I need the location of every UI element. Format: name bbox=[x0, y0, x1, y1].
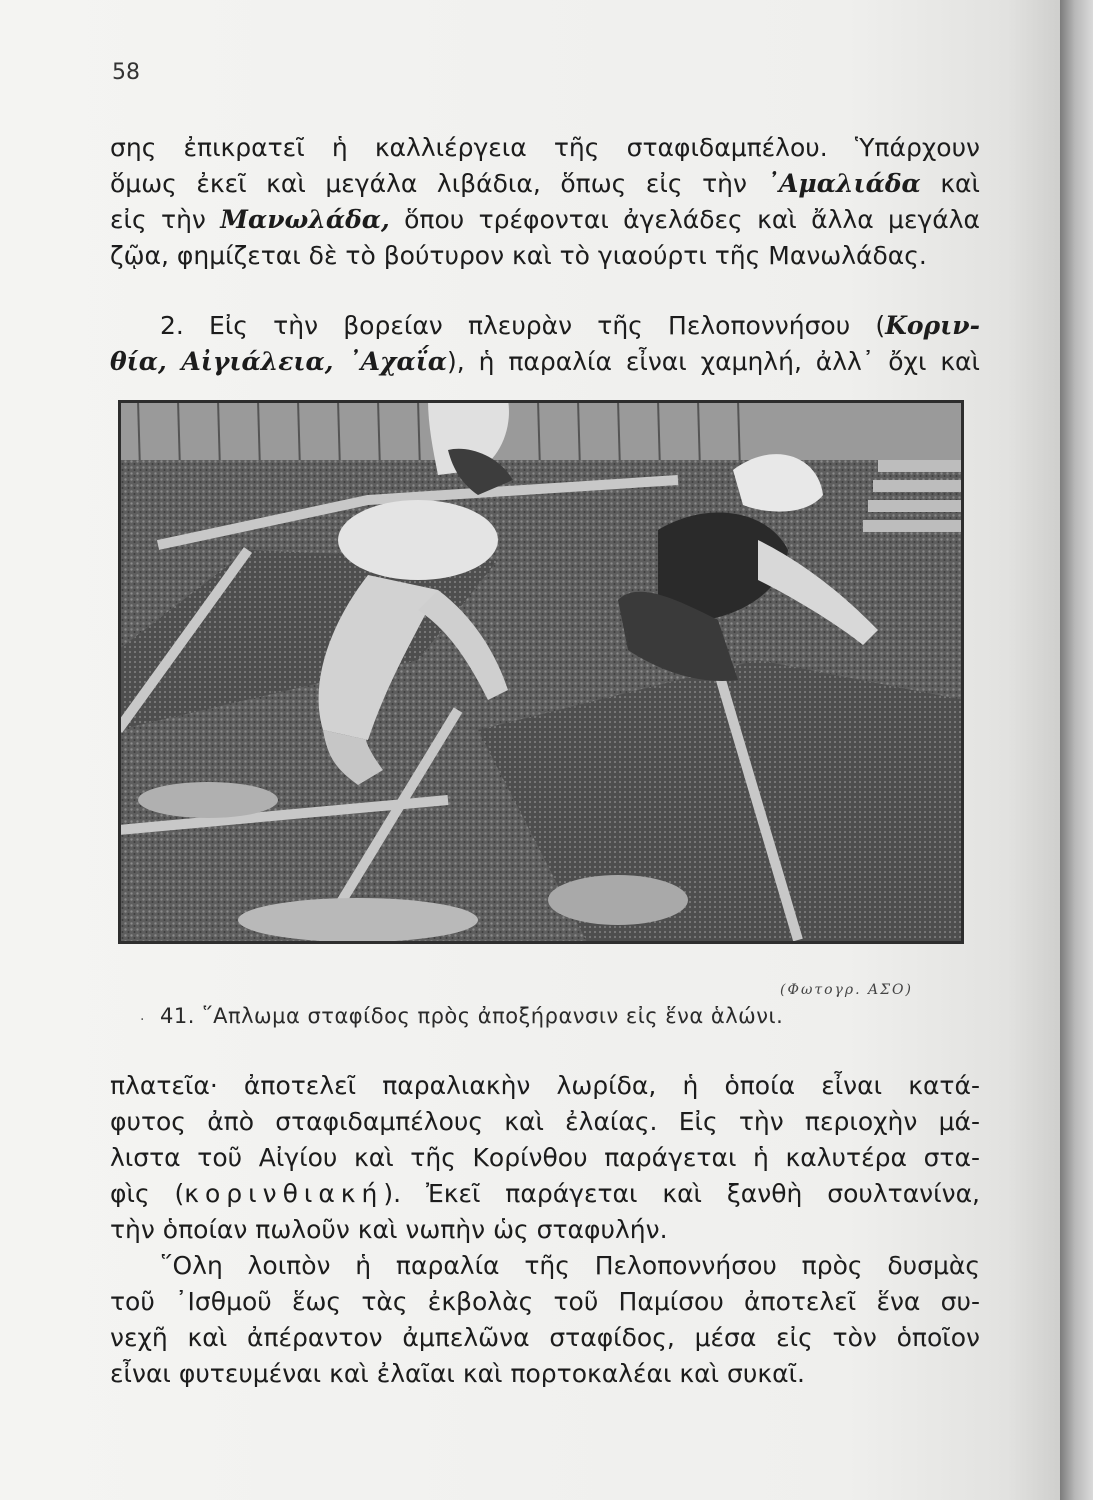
figure-caption bbox=[160, 1004, 783, 1028]
place-name-korinthia: Κοριν- bbox=[885, 311, 980, 340]
paragraph-1-line-4: ζῷα, φημίζεται δὲ τὸ βούτυρον καὶ τὸ γιαούρτι τῆς Μανωλάδας. bbox=[110, 241, 927, 270]
paragraph-3-line-4 bbox=[110, 1176, 980, 1212]
place-name-amaliada: ᾿Αμαλιάδα bbox=[766, 169, 921, 198]
paragraph-4 bbox=[110, 1248, 980, 1392]
paragraph-1 bbox=[110, 130, 980, 274]
paragraph-2-line-2 bbox=[110, 344, 980, 380]
text-run: φὶς ( bbox=[110, 1179, 185, 1208]
text-run: εἰς τὴν bbox=[110, 205, 206, 234]
paragraph-3-line-3: λιστα τοῦ Αἰγίου καὶ τῆς Κορίνθου παράγεται ἡ καλυτέρα στα- bbox=[110, 1143, 980, 1172]
paragraph-1-line-1: σης ἐπικρατεῖ ἡ καλλιέργεια τῆς σταφιδαμπέλου. Ὑπάρχουν bbox=[110, 133, 980, 162]
paragraph-4-line-2: τοῦ ᾿Ισθμοῦ ἕως τὰς ἐκβολὰς τοῦ Παμίσου ἀποτελεῖ ἕνα συ- bbox=[110, 1287, 980, 1316]
photo-credit: (Φωτογρ. ΑΣΟ) bbox=[780, 982, 913, 998]
text-run: καὶ bbox=[940, 169, 981, 198]
paragraph-4-line-3: νεχῆ καὶ ἀπέραντον ἀμπελῶνα σταφίδος, μέσα εἰς τὸν ὁποῖον bbox=[110, 1323, 980, 1352]
paragraph-3-line-5: τὴν ὁποίαν πωλοῦν καὶ νωπὴν ὡς σταφυλήν. bbox=[110, 1215, 668, 1244]
photograph-raisin-drying bbox=[118, 400, 964, 944]
figure-caption-text: ῞Απλωμα σταφίδος πρὸς ἀποξήρανσιν εἰς ἕνα ἁλώνι. bbox=[202, 1004, 784, 1028]
paragraph-4-line-1: ῞Ολη λοιπὸν ἡ παραλία τῆς Πελοποννήσου πρὸς δυσμὰς bbox=[160, 1251, 980, 1280]
paragraph-1-line-3 bbox=[110, 202, 980, 238]
paragraph-2 bbox=[110, 308, 980, 380]
text-run: ). Ἐκεῖ παράγεται καὶ ξανθὴ σουλτανίνα, bbox=[383, 1179, 980, 1208]
text-run: ), ἡ παραλία εἶναι χαμηλή, ἀλλ᾿ ὄχι καὶ bbox=[447, 347, 980, 376]
paragraph-3 bbox=[110, 1068, 980, 1248]
paragraph-3-line-1: πλατεῖα· ἀποτελεῖ παραλιακὴν λωρίδα, ἡ ὁποία εἶναι κατά- bbox=[110, 1071, 980, 1100]
text-run: ὅμως ἐκεῖ καὶ μεγάλα λιβάδια, ὅπως εἰς τὴν bbox=[110, 169, 747, 198]
page-number: 58 bbox=[112, 60, 140, 85]
text-run: 2. Εἰς τὴν βορείαν πλευρὰν τῆς Πελοποννήσου ( bbox=[160, 311, 886, 340]
paragraph-2-line-1 bbox=[110, 308, 980, 344]
place-name-manolada: Μανωλάδα, bbox=[220, 205, 390, 234]
paragraph-3-line-2: φυτος ἀπὸ σταφιδαμπέλους καὶ ἐλαίας. Εἰς τὴν περιοχὴν μά- bbox=[110, 1107, 980, 1136]
spaced-word-korinthiaki: κορινθιακή bbox=[184, 1179, 384, 1208]
place-names-regions: θία, Αἰγιάλεια, ᾿Αχαΐα bbox=[110, 347, 448, 376]
figure-number: 41. bbox=[160, 1004, 195, 1028]
photograph-image bbox=[118, 400, 964, 944]
caption-dot: . bbox=[140, 1008, 145, 1024]
text-run: ὅπου τρέφονται ἀγελάδες καὶ ἄλλα μεγάλα bbox=[404, 205, 981, 234]
paragraph-1-line-2 bbox=[110, 166, 980, 202]
paragraph-4-line-4: εἶναι φυτευμέναι καὶ ἐλαῖαι καὶ πορτοκαλέαι καὶ συκαῖ. bbox=[110, 1359, 805, 1388]
book-spine-shadow bbox=[1060, 0, 1093, 1500]
